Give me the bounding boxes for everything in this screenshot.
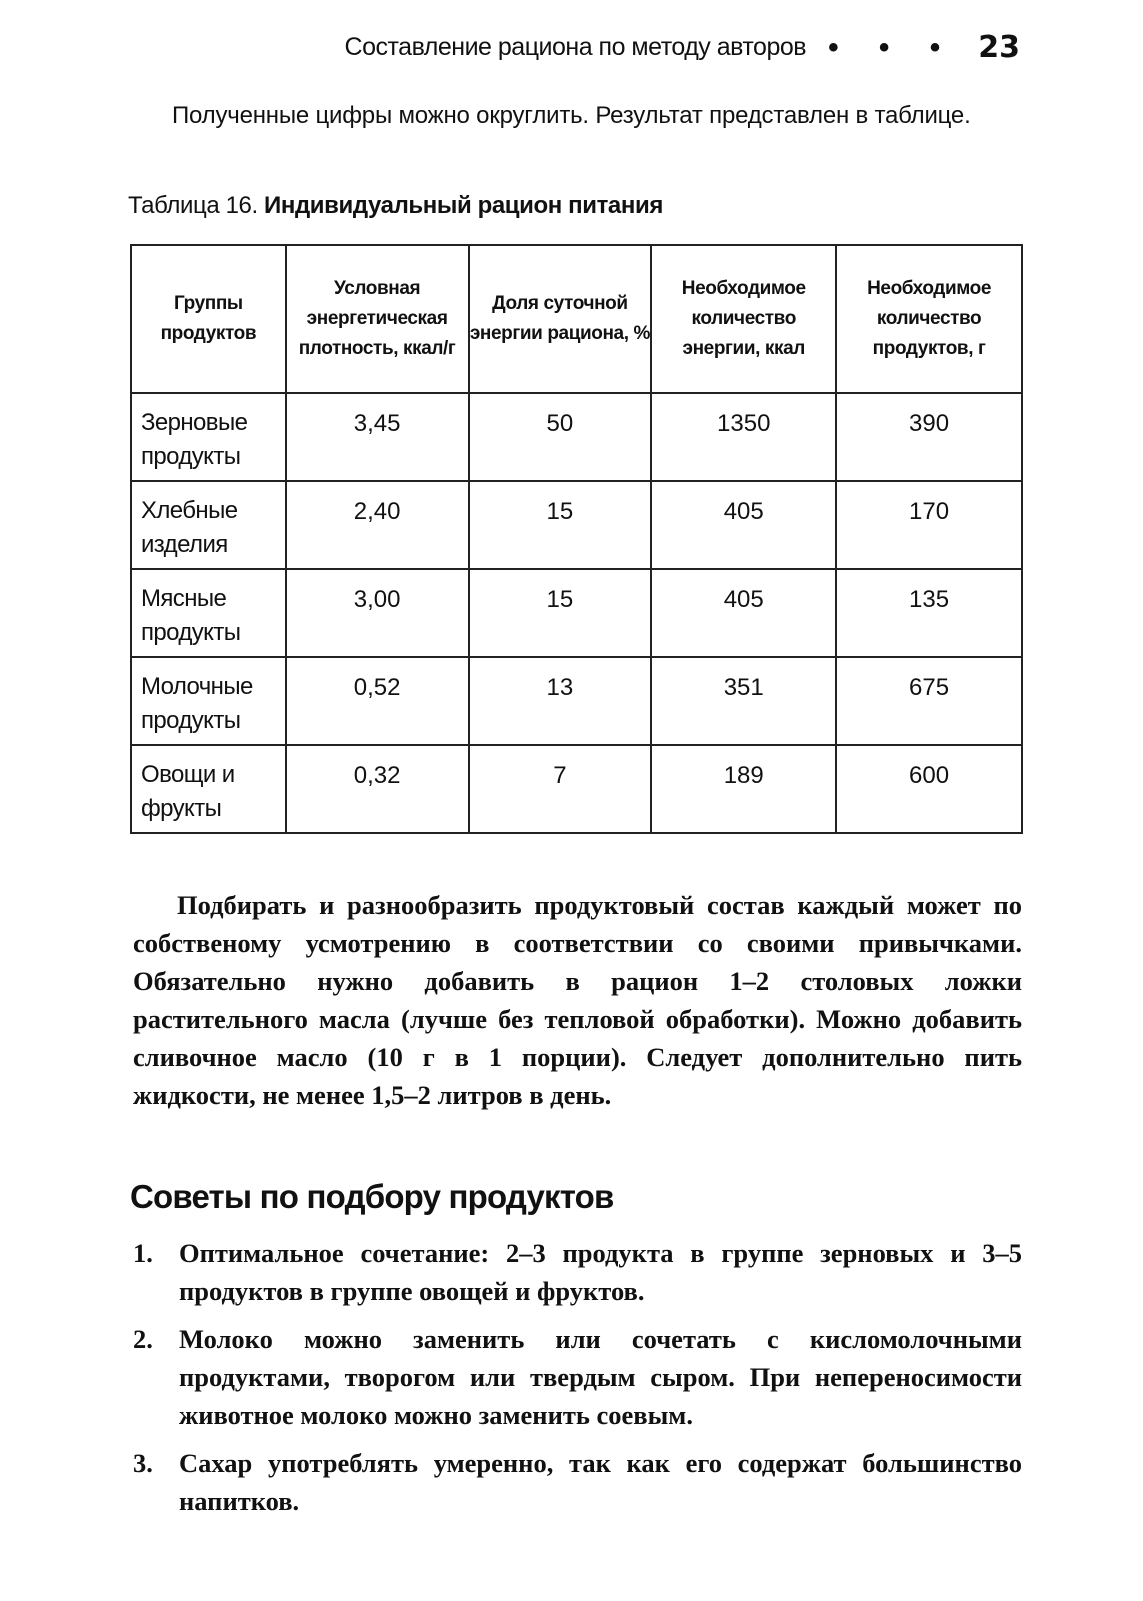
cell-energy-density: 3,00 [286,569,469,657]
list-item-number: 1. [133,1238,153,1268]
cell-energy-share: 15 [469,481,652,569]
cell-required-amount: 675 [836,657,1022,745]
cell-energy-density: 0,32 [286,745,469,833]
table-caption-title: Индивидуальный рацион питания [264,192,663,219]
page-number: 23 [978,30,1020,65]
nutrition-table [130,244,1023,834]
cell-energy-share: 13 [469,657,652,745]
table-row [131,393,1022,481]
header-required-amount: Необходимое количество продуктов, г [836,245,1022,393]
cell-group: Зерновые продукты [131,393,286,481]
header-product-groups: Группы продуктов [131,245,286,393]
running-header [200,30,1020,65]
list-item-number: 3. [133,1448,153,1478]
cell-energy-density: 0,52 [286,657,469,745]
table-row [131,657,1022,745]
cell-required-amount: 170 [836,481,1022,569]
body-paragraph: Подбирать и разнообразить продуктовый состав каждый может по собственому усмотрению в соответствии со своими привычками. Обязательно нужно добавить в рацион 1–2 столовых ложки растительного масла (лучше без тепловой обработки). Можно добавить сливочное масло (10 г в 1 порции). Следует дополнительно пить жидкости, не менее 1,5–2 литров в день. [133,890,1022,1110]
list-item-text: Оптимальное сочетание: 2–3 продукта в группе зерновых и 3–5 продуктов в группе овощей и фруктов. [179,1238,1022,1306]
list-item-number: 2. [133,1324,153,1354]
cell-required-energy: 189 [651,745,836,833]
header-required-energy: Необходимое количество энергии, ккал [651,245,836,393]
section-heading: Советы по подбору продуктов [130,1178,614,1215]
cell-group: Мясные продукты [131,569,286,657]
cell-energy-density: 2,40 [286,481,469,569]
cell-group: Овощи и фрукты [131,745,286,833]
cell-energy-density: 3,45 [286,393,469,481]
tips-list [133,1234,1022,1530]
header-energy-density: Условная энергетическая плотность, ккал/г [286,245,469,393]
header-daily-energy-share: Доля суточной энергии рациона, % [469,245,652,393]
cell-group: Молочные продукты [131,657,286,745]
list-item-text: Молоко можно заменить или сочетать с кисломолочными продуктами, творогом или твердым сыром. При непереносимости животное молоко можно заменить соевым. [179,1324,1022,1430]
table-row [131,569,1022,657]
cell-energy-share: 50 [469,393,652,481]
cell-required-energy: 405 [651,481,836,569]
table-header-row [131,245,1022,393]
cell-required-amount: 600 [836,745,1022,833]
list-item [133,1444,1022,1520]
cell-energy-share: 15 [469,569,652,657]
table-caption-label: Таблица 16. [128,192,258,219]
header-dots: • • • [828,30,957,64]
cell-group: Хлебные изделия [131,481,286,569]
cell-required-energy: 1350 [651,393,836,481]
table-row [131,481,1022,569]
list-item [133,1320,1022,1434]
intro-paragraph: Полученные цифры можно округлить. Результат представлен в таблице. [172,102,971,129]
cell-required-amount: 135 [836,569,1022,657]
table-caption [128,192,663,220]
running-header-title: Составление рациона по методу авторов [344,33,807,61]
cell-required-energy: 405 [651,569,836,657]
cell-required-energy: 351 [651,657,836,745]
list-item-text: Сахар употреблять умеренно, так как его содержат большинство напитков. [179,1448,1022,1516]
cell-energy-share: 7 [469,745,652,833]
list-item [133,1234,1022,1310]
table-row [131,745,1022,833]
cell-required-amount: 390 [836,393,1022,481]
